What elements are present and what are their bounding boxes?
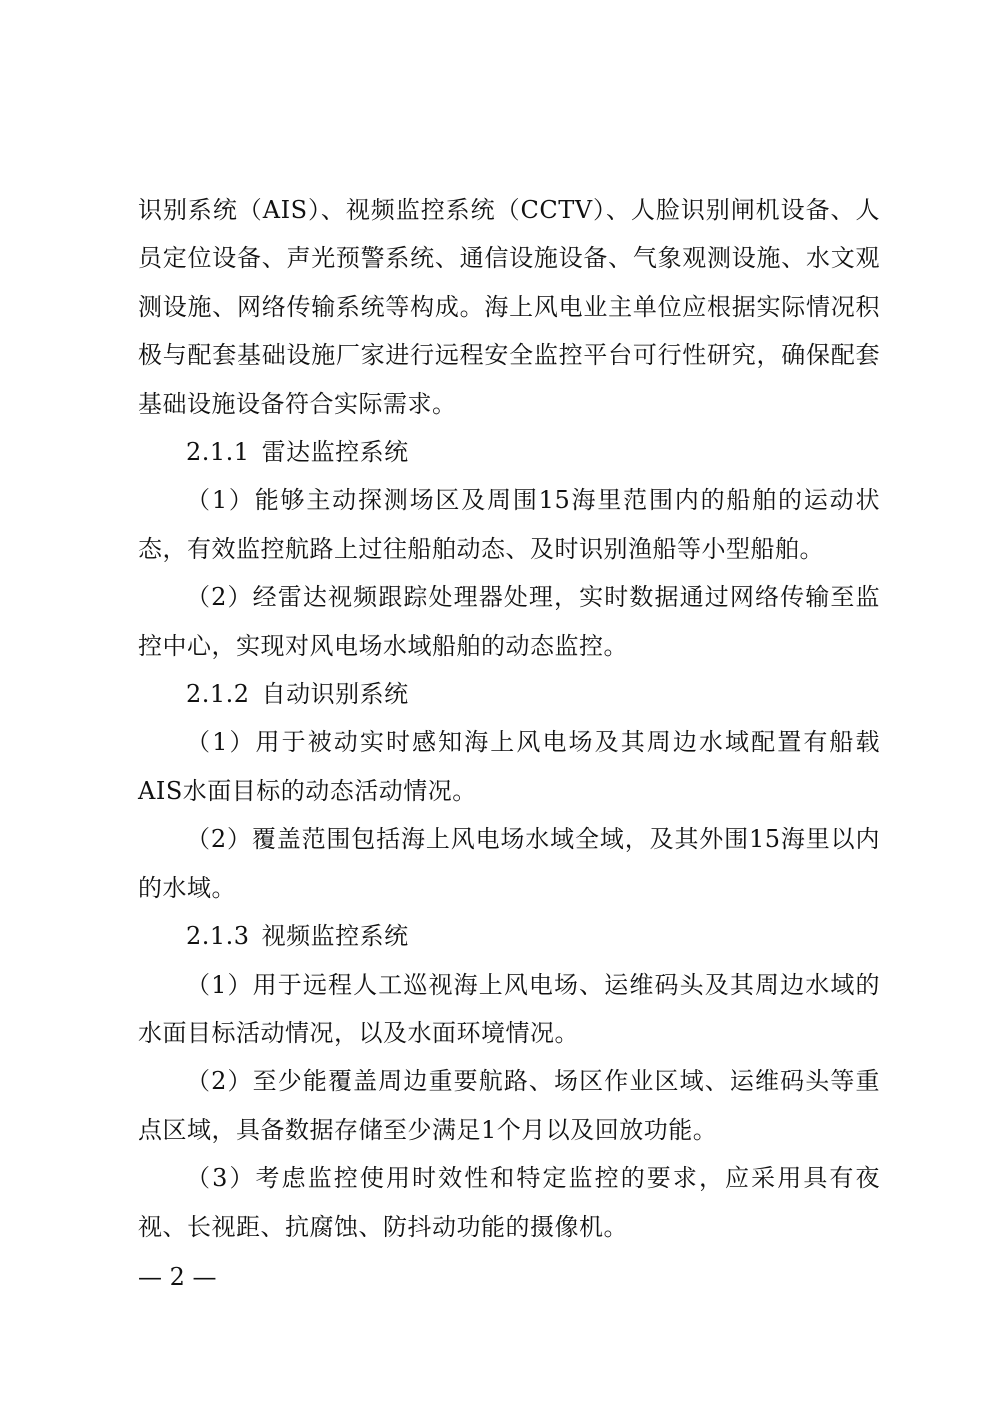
- section-heading-2-1-1: [138, 428, 880, 476]
- page-number: — 2 —: [138, 1263, 217, 1291]
- paragraph-video-3: （3）考虑监控使用时效性和特定监控的要求，应采用具有夜视、长视距、抗腐蚀、防抖动功能的摄像机。: [138, 1164, 880, 1241]
- body-text: [138, 186, 880, 1251]
- section-number: 2.1.1: [186, 438, 250, 467]
- section-title: 自动识别系统: [261, 680, 409, 709]
- paragraph-video-2: （2）至少能覆盖周边重要航路、场区作业区域、运维码头等重点区域，具备数据存储至少满足1个月以及回放功能。: [138, 1067, 880, 1144]
- section-number: 2.1.2: [186, 680, 250, 709]
- paragraph-video-1: （1）用于远程人工巡视海上风电场、运维码头及其周边水域的水面目标活动情况，以及水面环境情况。: [138, 970, 880, 1047]
- paragraph-radar-2: （2）经雷达视频跟踪处理器处理，实时数据通过网络传输至监控中心，实现对风电场水域船舶的动态监控。: [138, 583, 880, 660]
- section-number: 2.1.3: [186, 922, 250, 951]
- section-title: 视频监控系统: [261, 922, 409, 951]
- paragraph-intro-continued: 识别系统（AIS）、视频监控系统（CCTV）、人脸识别闸机设备、人员定位设备、声光预警系统、通信设施设备、气象观测设施、水文观测设施、网络传输系统等构成。海上风电业主单位应根据实际情况积极与配套基础设施厂家进行远程安全监控平台可行性研究，确保配套基础设施设备符合实际需求。: [138, 196, 880, 418]
- paragraph-ais-1: （1）用于被动实时感知海上风电场及其周边水域配置有船载AIS水面目标的动态活动情况。: [138, 728, 880, 805]
- paragraph-radar-1: （1）能够主动探测场区及周围15海里范围内的船舶的运动状态，有效监控航路上过往船舶动态、及时识别渔船等小型船舶。: [138, 486, 880, 563]
- section-heading-2-1-2: [138, 670, 880, 718]
- paragraph-ais-2: （2）覆盖范围包括海上风电场水域全域，及其外围15海里以内的水域。: [138, 825, 880, 902]
- section-heading-2-1-3: [138, 912, 880, 960]
- section-title: 雷达监控系统: [261, 438, 409, 467]
